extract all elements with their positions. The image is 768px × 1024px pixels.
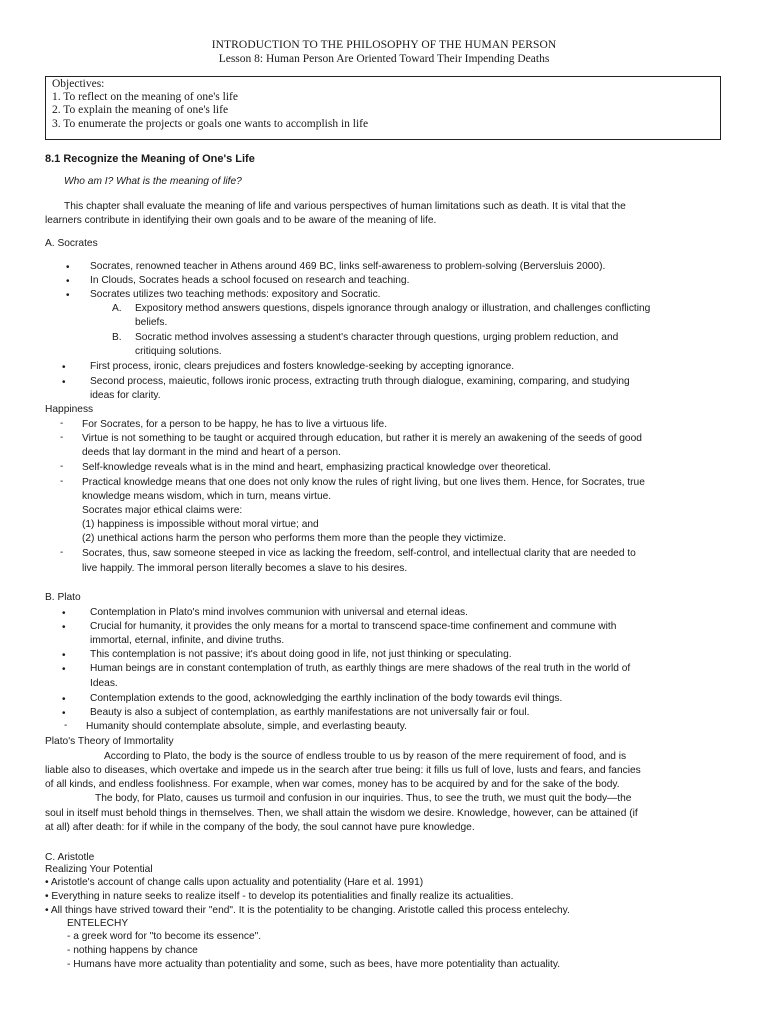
sub-item-line: Socratic method involves assessing a student's character through questions, urging problem reduction, and	[135, 332, 619, 343]
aristotle-bullet: • Everything in nature seeks to realize itself - to develop its potentialities and finally realize its actualities.	[45, 891, 514, 902]
happiness-item: Practical knowledge means that one does not only know the rules of right living, but one lives them. Hence, for Socrates, true	[82, 477, 645, 488]
plato-bullet: Contemplation in Plato's mind involves communion with universal and eternal ideas.	[90, 607, 468, 618]
objective-item: 2. To explain the meaning of one's life	[52, 104, 229, 117]
bullet-icon: •	[66, 290, 70, 301]
bullet-icon: •	[62, 694, 66, 705]
entelechy-heading: ENTELECHY	[67, 918, 129, 929]
plato-paragraph-line: at all) after death: for if while in the company of the body, the soul cannot have pure knowledge.	[45, 822, 475, 833]
lesson-subtitle: Lesson 8: Human Person Are Oriented Toward Their Impending Deaths	[218, 53, 550, 65]
objectives-box	[45, 76, 721, 140]
bullet-icon: •	[62, 377, 66, 388]
entelechy-item: - nothing happens by chance	[67, 945, 198, 956]
happiness-item: For Socrates, for a person to be happy, he has to live a virtuous life.	[82, 419, 388, 430]
process-bullet: First process, ironic, clears prejudices and fosters knowledge-seeking by accepting ignorance.	[90, 361, 515, 372]
bullet-icon: •	[62, 608, 66, 619]
plato-theory-heading: Plato's Theory of Immortality	[45, 736, 174, 747]
happiness-item: (1) happiness is impossible without moral virtue; and	[82, 519, 319, 530]
document-title: INTRODUCTION TO THE PHILOSOPHY OF THE HUMAN PERSON	[211, 39, 557, 51]
entelechy-item: - a greek word for "to become its essence".	[67, 931, 262, 942]
intro-line: learners contribute in identifying their own goals and to be aware of the meaning of life.	[45, 215, 437, 226]
objectives-heading: Objectives:	[52, 78, 105, 90]
aristotle-subheading: Realizing Your Potential	[45, 864, 153, 875]
dash-marker: -	[60, 461, 64, 472]
happiness-heading: Happiness	[45, 404, 94, 415]
bullet-icon: •	[62, 362, 66, 373]
plato-paragraph-line: soul in itself must behold things in themselves. Then, we shall attain the wisdom we desire. Knowledge, however, can be attained (if	[45, 808, 638, 819]
plato-paragraph-line: of all kinds, and endless foolishness. For example, when war comes, money has to be acquired by and for the sake of the body.	[45, 779, 620, 790]
objective-item: 3. To enumerate the projects or goals one wants to accomplish in life	[52, 117, 369, 130]
happiness-item: live happily. The immoral person literally becomes a slave to his desires.	[82, 563, 408, 574]
process-bullet: Second process, maieutic, follows ironic process, extracting truth through dialogue, examining, comparing, and studying	[90, 376, 630, 387]
plato-paragraph-line: According to Plato, the body is the source of endless trouble to us by reason of the mere requirement of food, and is	[104, 751, 627, 762]
aristotle-heading: C. Aristotle	[45, 852, 95, 863]
aristotle-bullet: • All things have strived toward their "end". It is the potentiality to be changing. Aristotle called this process entelechy.	[45, 905, 570, 916]
happiness-item: knowledge means wisdom, which in turn, means virtue.	[82, 491, 332, 502]
bullet-icon: •	[66, 276, 70, 287]
dash-marker: -	[60, 547, 64, 558]
socrates-heading: A. Socrates	[45, 238, 98, 249]
plato-paragraph-line: liable also to diseases, which overtake and impede us in the search after true being: it fills us full of love, lusts and fears, and fancies	[45, 765, 641, 776]
guiding-question: Who am I? What is the meaning of life?	[64, 176, 242, 187]
dash-marker: -	[60, 476, 64, 487]
socrates-bullet: Socrates utilizes two teaching methods: expository and Socratic.	[90, 289, 381, 300]
dash-marker: -	[60, 432, 64, 443]
sub-item-line: Expository method answers questions, dispels ignorance through analogy or illustration, and challenges conflicting	[135, 303, 651, 314]
plato-dash-item: Humanity should contemplate absolute, simple, and everlasting beauty.	[86, 721, 407, 732]
bullet-icon: •	[66, 262, 70, 273]
plato-heading: B. Plato	[45, 592, 81, 603]
happiness-item: deeds that lay dormant in the mind and heart of a person.	[82, 447, 341, 458]
entelechy-item: - Humans have more actuality than potentiality and some, such as bees, have more potentiality than actuality.	[67, 959, 561, 970]
happiness-item: Self-knowledge reveals what is in the mind and heart, emphasizing practical knowledge over theoretical.	[82, 462, 551, 473]
socrates-bullet: Socrates, renowned teacher in Athens around 469 BC, links self-awareness to problem-solving (Berversluis 2000).	[90, 261, 606, 272]
objective-item: 1. To reflect on the meaning of one's life	[52, 91, 238, 104]
plato-bullet: This contemplation is not passive; it's about doing good in life, not just thinking or speculating.	[90, 649, 512, 660]
plato-paragraph-line: The body, for Plato, causes us turmoil and confusion in our inquiries. Thus, to see the truth, we must quit the body—the	[95, 793, 632, 804]
happiness-item: Socrates major ethical claims were:	[82, 505, 243, 516]
aristotle-bullet: • Aristotle's account of change calls upon actuality and potentiality (Hare et al. 1991)	[45, 877, 424, 888]
dash-marker: -	[64, 720, 68, 731]
sub-item-line: beliefs.	[135, 317, 168, 328]
sub-item-line: critiquing solutions.	[135, 346, 222, 357]
bullet-icon: •	[62, 622, 66, 633]
process-bullet: ideas for clarity.	[90, 390, 161, 401]
socrates-bullet: In Clouds, Socrates heads a school focused on research and teaching.	[90, 275, 410, 286]
bullet-icon: •	[62, 664, 66, 675]
happiness-item: Socrates, thus, saw someone steeped in vice as lacking the freedom, self-control, and intellectual clarity that are needed to	[82, 548, 636, 559]
bullet-icon: •	[62, 708, 66, 719]
section-heading: 8.1 Recognize the Meaning of One's Life	[45, 153, 255, 165]
sub-marker: B.	[112, 332, 122, 343]
intro-line: This chapter shall evaluate the meaning of life and various perspectives of human limitations such as death. It is vital that the	[64, 201, 626, 212]
dash-marker: -	[60, 418, 64, 429]
happiness-item: (2) unethical actions harm the person who performs them more than the people they victimize.	[82, 533, 507, 544]
plato-bullet: Beauty is also a subject of contemplation, as earthly manifestations are not universally fair or foul.	[90, 707, 530, 718]
plato-bullet: Crucial for humanity, it provides the only means for a mortal to transcend space-time confinement and commune with	[90, 621, 617, 632]
happiness-item: Virtue is not something to be taught or acquired through education, but rather it is merely an awakening of the seeds of good	[82, 433, 642, 444]
plato-bullet: Human beings are in constant contemplation of truth, as earthly things are mere shadows of the real truth in the world of	[90, 663, 631, 674]
plato-bullet: Ideas.	[90, 678, 118, 689]
sub-marker: A.	[112, 303, 122, 314]
plato-bullet: immortal, eternal, infinite, and divine truths.	[90, 635, 285, 646]
plato-bullet: Contemplation extends to the good, acknowledging the earthly inclination of the body towards evil things.	[90, 693, 563, 704]
bullet-icon: •	[62, 650, 66, 661]
